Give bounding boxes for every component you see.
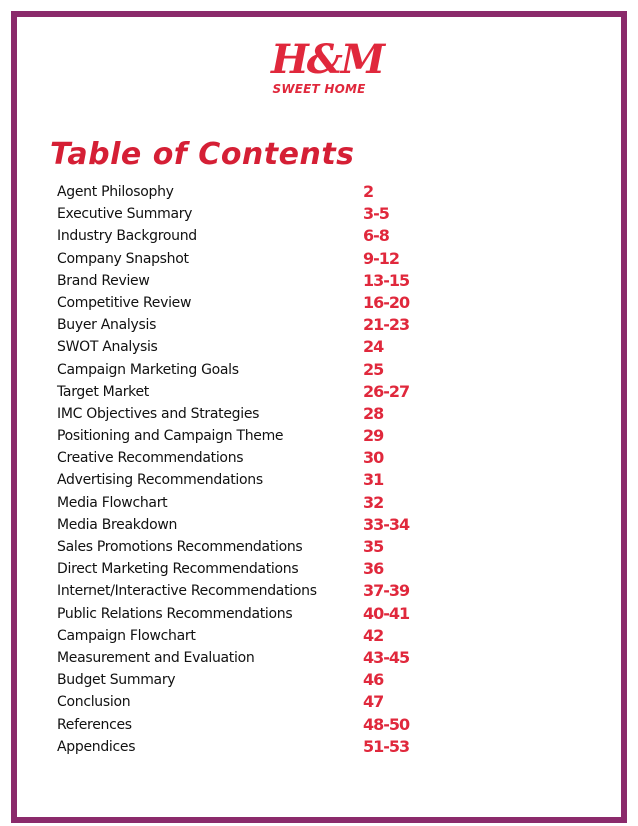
logo-mark: H&M: [271, 36, 384, 83]
toc-row: [57, 625, 457, 647]
toc-entry-label: Positioning and Campaign Theme: [57, 428, 284, 445]
toc-row: [57, 469, 457, 491]
toc-page-number: 21-23: [363, 315, 410, 335]
toc-entry-label: Conclusion: [57, 694, 131, 711]
toc-row: [57, 536, 457, 558]
toc-row: [57, 359, 457, 381]
toc-entry-label: Campaign Flowchart: [57, 627, 196, 644]
toc-entry-label: Media Breakdown: [57, 516, 178, 533]
toc-row: [57, 225, 457, 247]
toc-row: [57, 248, 457, 270]
toc-entry-label: Industry Background: [57, 228, 197, 245]
brand-logo: [271, 36, 384, 106]
toc-page-number: 29: [363, 426, 384, 446]
toc-page-number: 6-8: [363, 226, 389, 246]
toc-entry-label: Media Flowchart: [57, 494, 168, 511]
toc-page-number: 31: [363, 470, 384, 490]
toc-entry-label: Internet/Interactive Recommendations: [57, 583, 317, 600]
toc-entry-label: Campaign Marketing Goals: [57, 361, 239, 378]
toc-entry-label: References: [57, 716, 132, 733]
toc-page-number: 35: [363, 537, 384, 556]
toc-entry-label: Direct Marketing Recommendations: [57, 561, 299, 578]
page-title: Table of Contents: [50, 137, 355, 172]
toc-row: [57, 203, 457, 225]
toc-page-number: 25: [363, 359, 384, 379]
toc-row: [57, 514, 457, 536]
toc-page-number: 37-39: [363, 581, 410, 601]
toc-entry-label: Target Market: [57, 383, 149, 400]
toc-entry-label: IMC Objectives and Strategies: [57, 405, 260, 422]
toc-page-number: 9-12: [363, 248, 400, 268]
toc-entry-label: Executive Summary: [57, 206, 193, 223]
toc-entry-label: Agent Philosophy: [57, 184, 174, 200]
toc-row: [57, 381, 457, 403]
toc-row: [57, 580, 457, 602]
toc-row: [57, 314, 457, 336]
toc-row: [57, 669, 457, 691]
toc-page-number: 32: [363, 492, 384, 512]
toc-page-number: 42: [363, 625, 384, 645]
toc-page-number: 51-53: [363, 736, 410, 756]
toc-page-number: 28: [363, 403, 384, 423]
toc-page-number: 36: [363, 559, 384, 579]
toc-entry-label: Appendices: [57, 738, 136, 755]
toc-entry-label: Budget Summary: [57, 672, 176, 689]
toc-page-number: 47: [363, 692, 384, 712]
toc-page-number: 46: [363, 670, 384, 690]
toc-row: [57, 336, 457, 358]
toc-entry-label: Brand Review: [57, 272, 150, 289]
toc-entry-label: Public Relations Recommendations: [57, 605, 293, 622]
toc-page-number: 43-45: [363, 647, 410, 667]
toc-page-number: 3-5: [363, 204, 389, 224]
toc-row: [57, 403, 457, 425]
table-of-contents: [57, 181, 457, 758]
toc-page-number: 13-15: [363, 270, 410, 290]
toc-page-number: 40-41: [363, 603, 410, 623]
toc-row: [57, 270, 457, 292]
toc-page-number: 33-34: [363, 514, 410, 534]
toc-row: [57, 714, 457, 736]
toc-page-number: 24: [363, 337, 384, 357]
toc-row: [57, 647, 457, 669]
toc-entry-label: Sales Promotions Recommendations: [57, 539, 303, 555]
toc-row: [57, 181, 457, 203]
toc-page-number: 26-27: [363, 381, 410, 401]
toc-row: [57, 691, 457, 713]
toc-entry-label: Measurement and Evaluation: [57, 649, 255, 666]
toc-page-number: 2: [363, 182, 374, 201]
logo-subtitle: SWEET HOME: [272, 82, 366, 96]
toc-page-number: 48-50: [363, 714, 410, 734]
toc-page-number: 30: [363, 448, 384, 468]
toc-row: [57, 603, 457, 625]
toc-entry-label: Company Snapshot: [57, 250, 189, 267]
toc-row: [57, 425, 457, 447]
toc-entry-label: SWOT Analysis: [57, 339, 158, 356]
toc-entry-label: Creative Recommendations: [57, 450, 244, 467]
toc-row: [57, 736, 457, 758]
toc-entry-label: Advertising Recommendations: [57, 472, 263, 489]
toc-row: [57, 492, 457, 514]
toc-row: [57, 558, 457, 580]
toc-page-number: 16-20: [363, 292, 410, 312]
toc-entry-label: Buyer Analysis: [57, 317, 157, 334]
toc-row: [57, 292, 457, 314]
toc-row: [57, 447, 457, 469]
toc-entry-label: Competitive Review: [57, 294, 192, 311]
